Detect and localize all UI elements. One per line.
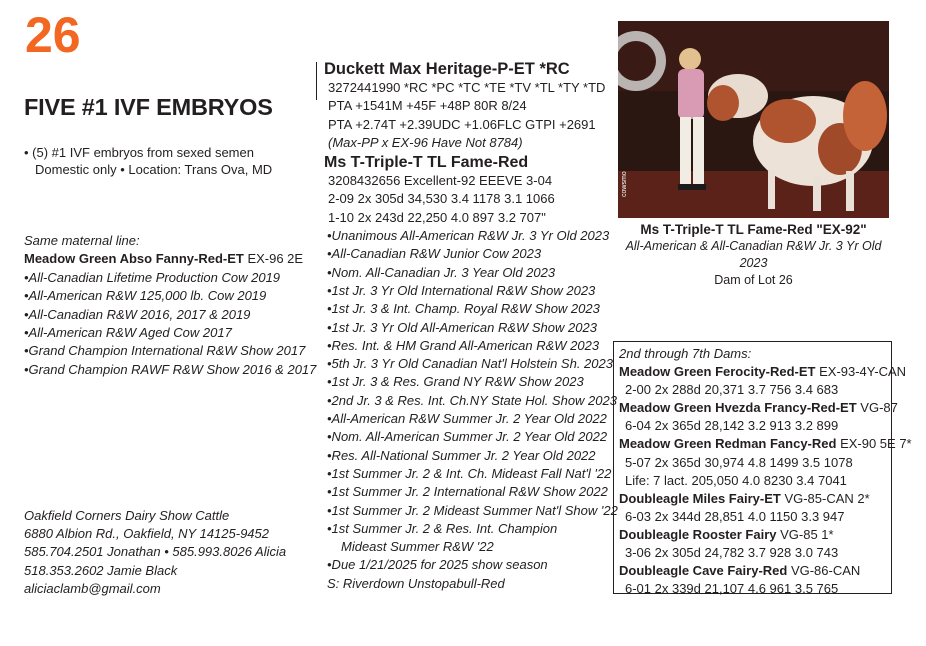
dam-achievement: •All-American R&W Summer Jr. 2 Year Old 2022 (327, 411, 607, 427)
dam-record: 1-10 2x 243d 22,250 4.0 897 3.2 707" (328, 209, 546, 225)
dam-achievement: •1st Jr. 3 Yr Old International R&W Show 2023 (327, 282, 596, 298)
dam-entry (619, 562, 891, 580)
cow-photo (618, 21, 889, 218)
dam-achievement: •Nom. All-American Summer Jr. 2 Year Old 2022 (327, 429, 608, 445)
dam-entry-name: Meadow Green Redman Fancy-Red (619, 436, 837, 452)
contact-email: aliciaclamb@gmail.com (24, 580, 161, 596)
dam-entry-name: Doubleagle Rooster Fairy (619, 526, 777, 542)
maternal-honor: •All-Canadian R&W 2016, 2017 & 2019 (24, 306, 251, 322)
maternal-honor: •All-American R&W 125,000 lb. Cow 2019 (24, 288, 267, 304)
contact-line: 6880 Albion Rd., Oakfield, NY 14125-9452 (24, 526, 270, 542)
dam-entry-record: 5-07 2x 365d 30,974 4.8 1499 3.5 1078 (625, 454, 853, 470)
dams-box-heading: 2nd through 7th Dams: (619, 346, 752, 361)
lot-number: 26 (25, 7, 81, 63)
dam-entry-record: 3-06 2x 305d 24,782 3.7 928 3.0 743 (625, 545, 839, 561)
dam-entry-lifetime: Life: 7 lact. 205,050 4.0 8230 3.4 7041 (625, 472, 847, 488)
photo-caption-subtitle: All-American & All-Canadian R&W Jr. 3 Yr Old 2023 (625, 239, 882, 270)
maternal-cow (24, 250, 316, 268)
photo-caption (618, 221, 889, 289)
dam-achievement: •2nd Jr. 3 & Res. Int. Ch.NY State Hol. Show 2023 (327, 392, 617, 408)
consignor-contact (24, 507, 286, 598)
dam-entry-name: Doubleagle Miles Fairy-ET (619, 490, 781, 506)
dam-achievement: •Nom. All-Canadian Jr. 3 Year Old 2023 (327, 264, 556, 280)
dam-entry (619, 363, 907, 381)
dam-entry-record: 6-01 2x 339d 21,107 4.6 961 3.5 765 (625, 581, 839, 597)
photo-caption-note: Dam of Lot 26 (714, 273, 793, 287)
dam-achievement: •5th Jr. 3 Yr Old Canadian Nat'l Holstein Sh. 2023 (327, 356, 613, 372)
offer-line: Domestic only • Location: Trans Ova, MD (35, 162, 273, 177)
lot-title: FIVE #1 IVF EMBRYOS (24, 94, 273, 120)
dam-entry-score: VG-85-CAN 2* (780, 490, 870, 506)
dam-achievement: •Unanimous All-American R&W Jr. 3 Yr Old 2023 (327, 228, 610, 244)
dam-entry (619, 435, 912, 453)
dam-achievement: •1st Jr. 3 & Res. Grand NY R&W Show 2023 (327, 374, 584, 390)
dam-achievement: •1st Summer Jr. 2 International R&W Show 2022 (327, 484, 608, 500)
dam-achievement: •1st Jr. 3 Yr Old All-American R&W Show 2023 (327, 319, 597, 335)
contact-line: Oakfield Corners Dairy Show Cattle (24, 508, 230, 523)
dam-entry-record: 2-00 2x 288d 20,371 3.7 756 3.4 683 (625, 382, 839, 398)
dam-due-date: •Due 1/21/2025 for 2025 show season (327, 557, 548, 573)
dam-entry-record: 6-04 2x 365d 28,142 3.2 913 3.2 899 (625, 418, 839, 434)
dam-entry-score: VG-85 1* (776, 526, 834, 542)
maternal-honor: •Grand Champion RAWF R&W Show 2016 & 2017 (24, 361, 317, 377)
dam-service-sire: S: Riverdown Unstopabull-Red (327, 575, 505, 591)
maternal-heading: Same maternal line: (24, 233, 140, 248)
dam-entry-score: VG-87 (856, 400, 898, 416)
dams-box (613, 341, 912, 597)
photo-watermark: cowsmo (621, 171, 628, 197)
dam-achievement: •1st Summer Jr. 2 & Int. Ch. Mideast Fall Nat'l '22 (327, 465, 612, 481)
dam-achievement: •All-Canadian R&W Junior Cow 2023 (327, 246, 542, 262)
sire-line: 3272441990 *RC *PC *TC *TE *TV *TL *TY *TD (328, 80, 606, 95)
dam-entry-record: 6-03 2x 344d 28,851 4.0 1150 3.3 947 (625, 508, 845, 524)
maternal-cow-name: Meadow Green Abso Fanny-Red-ET (24, 251, 244, 267)
dam-entry-score: EX-93-4Y-CAN (815, 364, 907, 380)
contact-line: 585.704.2501 Jonathan • 585.993.8026 Alicia (24, 544, 287, 560)
offer-line: • (5) #1 IVF embryos from sexed semen (24, 145, 254, 160)
dam-achievement: •Res. All-National Summer Jr. 2 Year Old 2022 (327, 447, 596, 463)
dam-entry-score: EX-90 5E 7* (836, 436, 912, 452)
sire-line: PTA +2.74T +2.39UDC +1.06FLC GTPI +2691 (328, 116, 596, 132)
sire-line: (Max-PP x EX-96 Have Not 8784) (328, 134, 523, 150)
dam-record: 2-09 2x 305d 34,530 3.4 1178 3.1 1066 (328, 191, 555, 207)
dam-entry-name: Meadow Green Hvezda Francy-Red-ET (619, 400, 857, 416)
sire-line: PTA +1541M +45F +48P 80R 8/24 (328, 98, 527, 114)
pedigree-section (324, 59, 618, 593)
dam-entry-name: Meadow Green Ferocity-Red-ET (619, 364, 816, 380)
dam-achievement: •1st Jr. 3 & Int. Champ. Royal R&W Show 2023 (327, 301, 600, 317)
dam-entry (619, 490, 891, 508)
dam-entry (619, 399, 898, 417)
cow-photo-illustration (618, 21, 889, 218)
maternal-honor: •Grand Champion International R&W Show 2017 (24, 343, 306, 359)
offer-details (24, 144, 272, 178)
dam-entry-name: Doubleagle Cave Fairy-Red (619, 563, 788, 579)
sire-divider-line (316, 62, 317, 100)
contact-line: 518.353.2602 Jamie Black (24, 562, 178, 578)
maternal-honor: •All-Canadian Lifetime Production Cow 2019 (24, 269, 281, 285)
sire-name: Duckett Max Heritage-P-ET *RC (324, 60, 570, 78)
dam-name: Ms T-Triple-T TL Fame-Red (324, 154, 529, 172)
dam-record: 3208432656 Excellent-92 EEEVE 3-04 (328, 173, 553, 189)
maternal-line-section (24, 232, 316, 379)
maternal-honor: •All-American R&W Aged Cow 2017 (24, 325, 232, 341)
dam-achievement: •Res. Int. & HM Grand All-American R&W 2023 (327, 337, 600, 353)
dam-entry-score: VG-86-CAN (787, 563, 861, 579)
dam-achievement: •1st Summer Jr. 2 & Res. Int. Champion (327, 520, 558, 536)
dam-entry (619, 526, 891, 544)
maternal-cow-score: EX-96 2E (243, 251, 304, 267)
dam-achievement-continued: Mideast Summer R&W '22 (341, 539, 494, 555)
photo-caption-title: Ms T-Triple-T TL Fame-Red "EX-92" (640, 222, 867, 237)
dam-achievement: •1st Summer Jr. 2 Mideast Summer Nat'l Show '22 (327, 502, 618, 518)
